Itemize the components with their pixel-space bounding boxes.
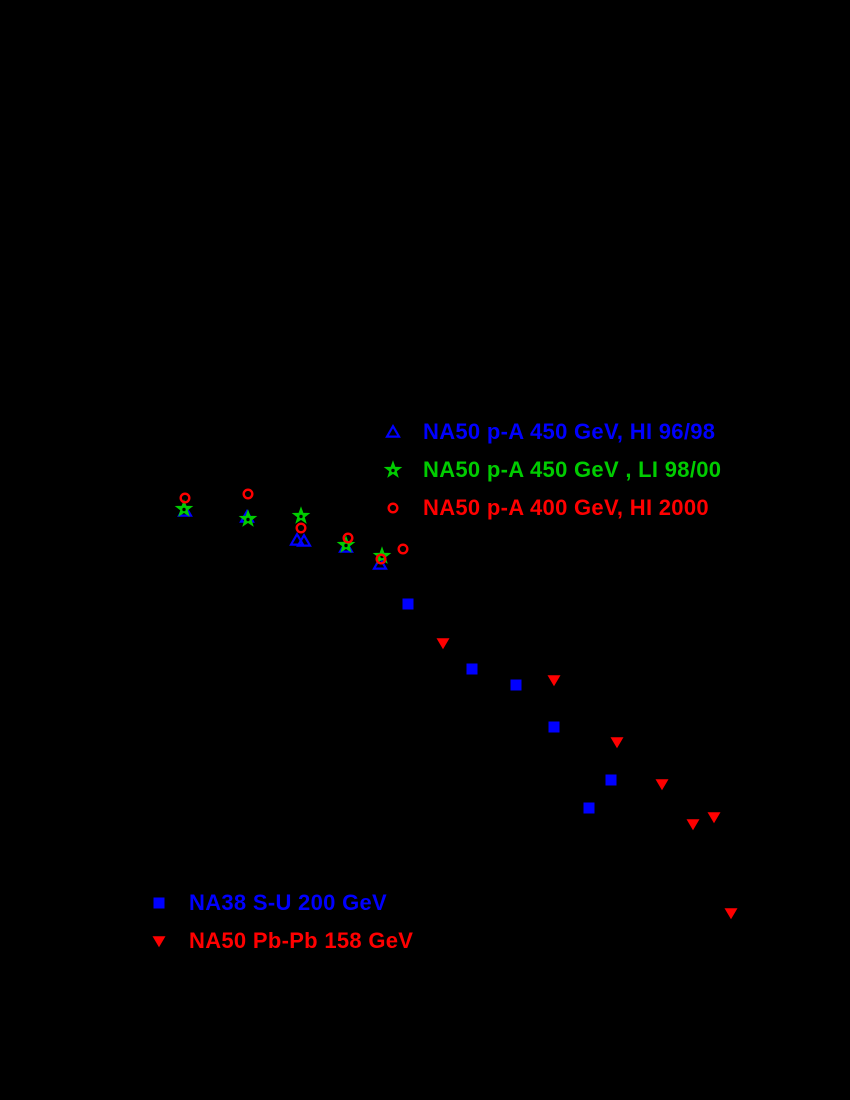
data-point-filled-triangle-down — [548, 675, 561, 686]
data-point-open-circle — [244, 490, 253, 499]
legend-label: NA50 p-A 450 GeV , LI 98/00 — [423, 457, 722, 482]
legend-item — [383, 489, 721, 527]
open-triangle-up-icon — [383, 422, 403, 442]
legend-item — [149, 884, 413, 922]
data-point-filled-triangle-down — [611, 737, 624, 748]
marker-open-triangle-up — [387, 426, 399, 436]
legend-label: NA50 Pb-Pb 158 GeV — [189, 928, 414, 953]
marker-open-star — [386, 463, 400, 476]
data-point-filled-triangle-down — [687, 819, 700, 830]
legend-top — [383, 413, 721, 527]
data-point-open-star — [241, 512, 255, 525]
open-circle-icon — [383, 498, 403, 518]
legend-item — [149, 922, 413, 960]
filled-square-icon — [149, 893, 169, 913]
data-point-filled-triangle-down — [437, 638, 450, 649]
data-point-open-circle — [399, 545, 408, 554]
legend-item — [383, 413, 721, 451]
legend-bottom — [149, 884, 413, 960]
data-point-filled-square — [549, 722, 560, 733]
legend-item — [383, 451, 721, 489]
data-point-open-triangle-up — [298, 535, 310, 545]
data-point-open-circle — [181, 494, 190, 503]
marker-filled-square — [154, 898, 165, 909]
data-point-filled-triangle-down — [708, 812, 721, 823]
marker-open-circle — [389, 504, 398, 513]
open-star-icon — [383, 460, 403, 480]
data-point-open-circle — [297, 524, 306, 533]
data-point-open-star — [294, 509, 308, 522]
data-point-filled-square — [403, 599, 414, 610]
data-point-filled-triangle-down — [725, 908, 738, 919]
data-point-filled-square — [584, 803, 595, 814]
legend-label: NA50 p-A 400 GeV, HI 2000 — [423, 495, 709, 520]
data-point-filled-triangle-down — [656, 779, 669, 790]
data-point-filled-square — [511, 680, 522, 691]
legend-label: NA50 p-A 450 GeV, HI 96/98 — [423, 419, 716, 444]
filled-triangle-down-icon — [149, 931, 169, 951]
legend-label: NA38 S-U 200 GeV — [189, 890, 387, 915]
data-point-filled-square — [606, 775, 617, 786]
data-point-filled-square — [467, 664, 478, 675]
marker-filled-triangle-down — [153, 936, 166, 947]
